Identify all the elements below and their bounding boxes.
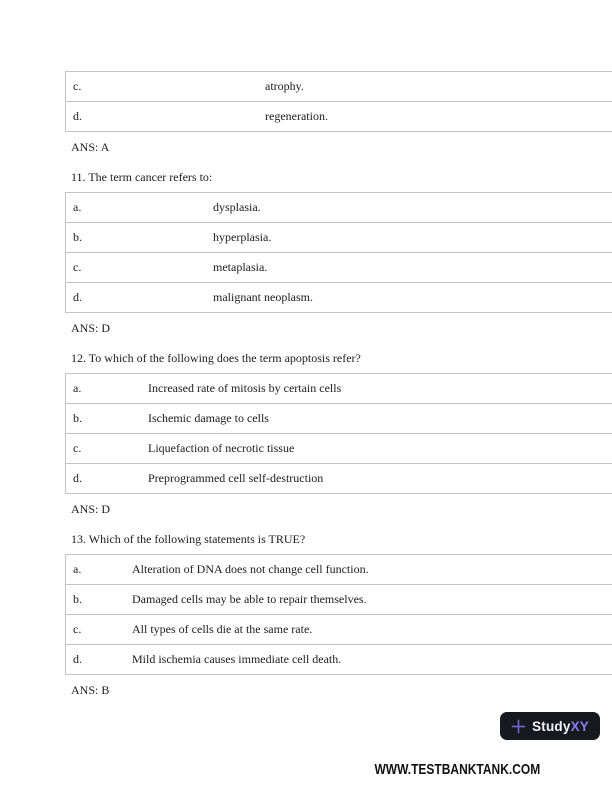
option-letter: c.	[73, 260, 82, 274]
studyxy-badge[interactable]	[500, 712, 600, 740]
option-text: Alteration of DNA does not change cell function.	[132, 562, 369, 576]
answer-text: ANS: D	[71, 321, 111, 335]
option-letter: b.	[73, 592, 82, 606]
website-text: WWW.TESTBANKTANK.COM	[374, 761, 540, 778]
option-text: metaplasia.	[213, 260, 268, 274]
option-text: Liquefaction of necrotic tissue	[148, 441, 295, 455]
option-text: hyperplasia.	[213, 230, 272, 244]
option-letter: c.	[73, 622, 82, 636]
option-row	[66, 72, 612, 102]
option-letter: a.	[73, 381, 82, 395]
option-row	[66, 585, 612, 615]
option-letter: a.	[73, 200, 82, 214]
option-letter: d.	[73, 652, 82, 666]
option-row	[66, 223, 612, 253]
option-row	[66, 253, 612, 283]
option-row	[66, 645, 612, 675]
option-row	[66, 283, 612, 313]
option-text: Damaged cells may be able to repair themselves.	[132, 592, 367, 606]
option-letter: c.	[73, 79, 82, 93]
option-text: Increased rate of mitosis by certain cells	[148, 381, 342, 395]
option-text: malignant neoplasm.	[213, 290, 313, 304]
brand-suffix: XY	[570, 718, 589, 734]
option-text: dysplasia.	[213, 200, 261, 214]
question-block	[0, 532, 612, 698]
option-text: All types of cells die at the same rate.	[132, 622, 313, 636]
option-row	[66, 464, 612, 494]
option-letter: d.	[73, 290, 82, 304]
option-text: Mild ischemia causes immediate cell death.	[132, 652, 342, 666]
option-text: Preprogrammed cell self-destruction	[148, 471, 324, 485]
option-text: Ischemic damage to cells	[148, 411, 269, 425]
question-block	[0, 71, 612, 155]
option-row	[66, 102, 612, 132]
question-text: 11. The term cancer refers to:	[71, 170, 213, 184]
options-table	[65, 373, 612, 494]
answer-text: ANS: B	[71, 683, 110, 697]
plus-icon	[511, 719, 526, 734]
option-row	[66, 193, 612, 223]
option-row	[66, 434, 612, 464]
answer-text: ANS: D	[71, 502, 111, 516]
option-letter: d.	[73, 471, 82, 485]
option-text: atrophy.	[265, 79, 304, 93]
brand-text	[532, 719, 589, 734]
question-text: 13. Which of the following statements is TRUE?	[71, 532, 306, 546]
question-text: 12. To which of the following does the term apoptosis refer?	[71, 351, 361, 365]
options-table	[65, 192, 612, 313]
answer-text: ANS: A	[71, 140, 110, 154]
option-row	[66, 404, 612, 434]
option-letter: a.	[73, 562, 82, 576]
options-table	[65, 71, 612, 132]
option-row	[66, 555, 612, 585]
option-row	[66, 615, 612, 645]
option-letter: b.	[73, 230, 82, 244]
option-letter: c.	[73, 441, 82, 455]
question-block	[0, 170, 612, 336]
question-block	[0, 351, 612, 517]
option-row	[66, 374, 612, 404]
option-text: regeneration.	[265, 109, 328, 123]
options-table	[65, 554, 612, 675]
option-letter: d.	[73, 109, 82, 123]
brand-name: Study	[532, 718, 571, 734]
option-letter: b.	[73, 411, 82, 425]
